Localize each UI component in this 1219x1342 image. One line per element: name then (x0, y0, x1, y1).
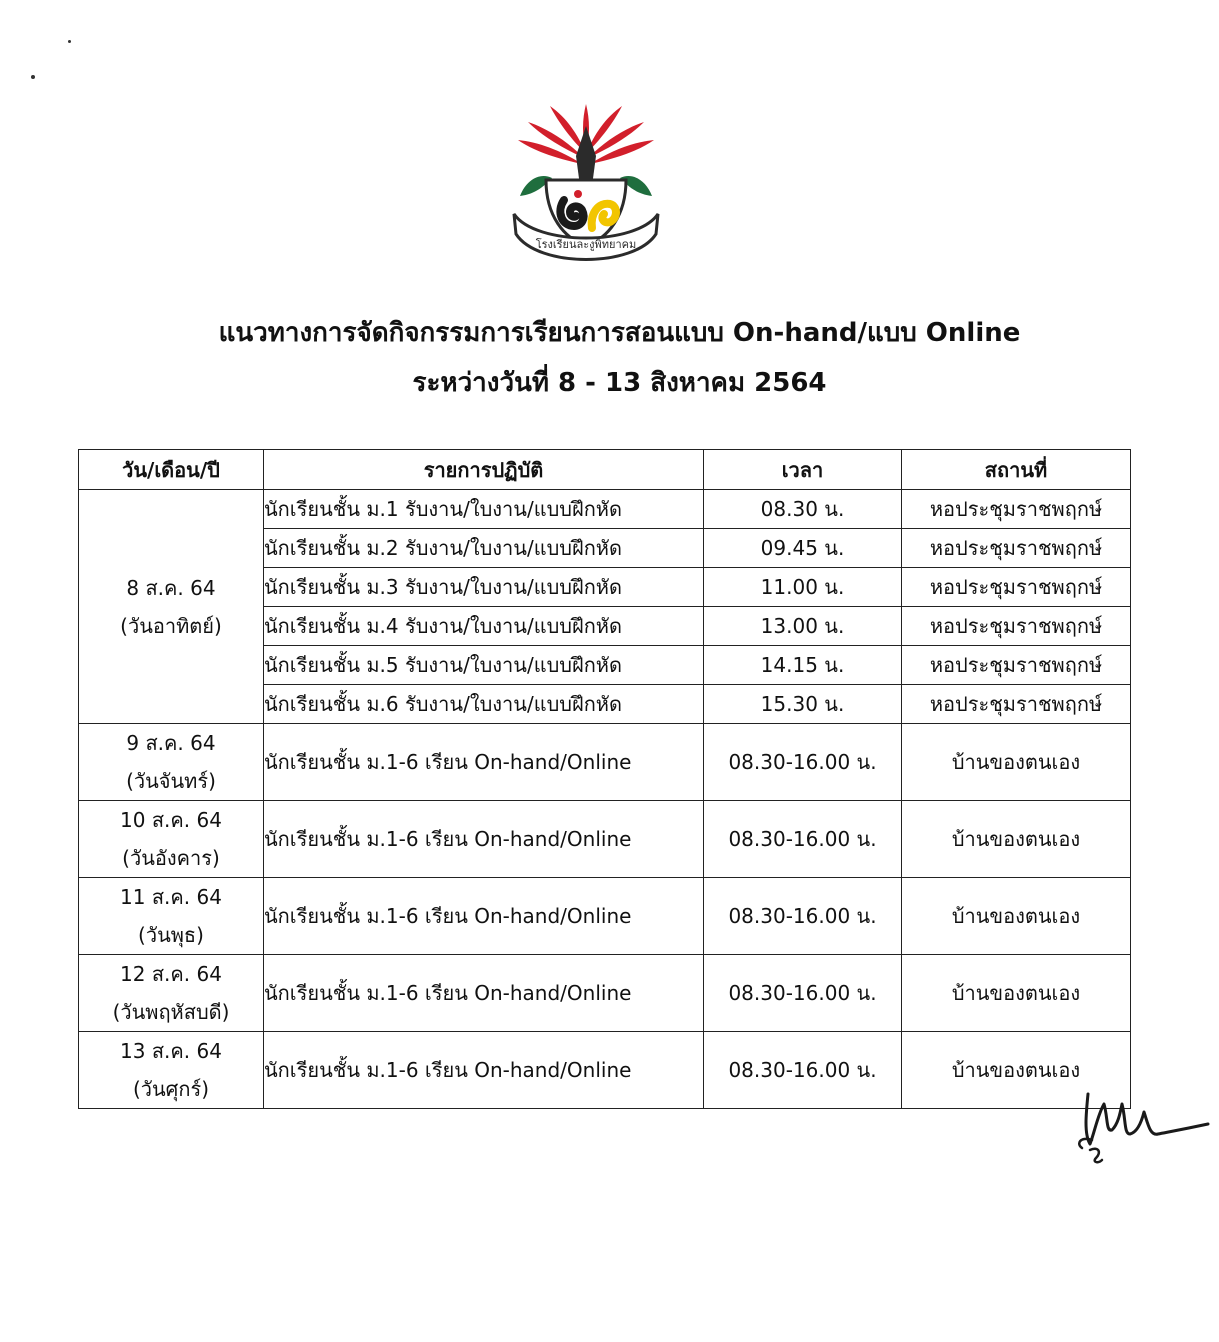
place-cell: บ้านของตนเอง (902, 1032, 1131, 1109)
place-cell: หอประชุมราชพฤกษ์ (902, 607, 1131, 646)
table-row (79, 1032, 1131, 1109)
date-text: 11 ส.ค. 64 (120, 885, 222, 909)
activity-cell: นักเรียนชั้น ม.6 รับงาน/ใบงาน/แบบฝึกหัด (264, 685, 704, 724)
date-cell (79, 801, 264, 878)
date-cell (79, 490, 264, 724)
activity-cell: นักเรียนชั้น ม.1-6 เรียน On-hand/Online (264, 955, 704, 1032)
place-cell: บ้านของตนเอง (902, 724, 1131, 801)
school-logo (506, 96, 666, 276)
header-activity: รายการปฏิบัติ (264, 450, 704, 490)
weekday-text: (วันพุธ) (138, 923, 204, 947)
place-cell: หอประชุมราชพฤกษ์ (902, 529, 1131, 568)
time-cell: 09.45 น. (704, 529, 902, 568)
schedule-table (78, 449, 1131, 1109)
place-cell: บ้านของตนเอง (902, 955, 1131, 1032)
time-cell: 11.00 น. (704, 568, 902, 607)
header-time: เวลา (704, 450, 902, 490)
logo-banner-text: โรงเรียนละงูพิทยาคม (535, 238, 637, 251)
table-header-row (79, 450, 1131, 490)
date-text: 10 ส.ค. 64 (120, 808, 222, 832)
weekday-text: (วันพฤหัสบดี) (112, 1000, 230, 1024)
scan-speck (31, 75, 35, 79)
time-cell: 15.30 น. (704, 685, 902, 724)
date-text: 9 ส.ค. 64 (126, 731, 216, 755)
activity-cell: นักเรียนชั้น ม.1 รับงาน/ใบงาน/แบบฝึกหัด (264, 490, 704, 529)
table-row (79, 878, 1131, 955)
place-cell: หอประชุมราชพฤกษ์ (902, 490, 1131, 529)
page-title: แนวทางการจัดกิจกรรมการเรียนการสอนแบบ On-hand/แบบ Online (218, 318, 1021, 348)
time-cell: 08.30-16.00 น. (704, 878, 902, 955)
time-cell: 08.30-16.00 น. (704, 801, 902, 878)
date-cell (79, 955, 264, 1032)
date-text: 12 ส.ค. 64 (120, 962, 222, 986)
activity-cell: นักเรียนชั้น ม.1-6 เรียน On-hand/Online (264, 801, 704, 878)
time-cell: 13.00 น. (704, 607, 902, 646)
place-cell: หอประชุมราชพฤกษ์ (902, 646, 1131, 685)
table-row (79, 490, 1131, 529)
table-row (79, 801, 1131, 878)
place-cell: บ้านของตนเอง (902, 878, 1131, 955)
activity-cell: นักเรียนชั้น ม.5 รับงาน/ใบงาน/แบบฝึกหัด (264, 646, 704, 685)
time-cell: 14.15 น. (704, 646, 902, 685)
time-cell: 08.30 น. (704, 490, 902, 529)
place-cell: หอประชุมราชพฤกษ์ (902, 685, 1131, 724)
page-subtitle-date-range: ระหว่างวันที่ 8 - 13 สิงหาคม 2564 (412, 368, 827, 398)
weekday-text: (วันศุกร์) (132, 1077, 210, 1101)
date-cell (79, 1032, 264, 1109)
activity-cell: นักเรียนชั้น ม.4 รับงาน/ใบงาน/แบบฝึกหัด (264, 607, 704, 646)
header-date: วัน/เดือน/ปี (79, 450, 264, 490)
weekday-text: (วันอังคาร) (122, 846, 220, 870)
date-cell (79, 724, 264, 801)
handwritten-signature (1068, 1074, 1214, 1168)
time-cell: 08.30-16.00 น. (704, 724, 902, 801)
table-row (79, 955, 1131, 1032)
time-cell: 08.30-16.00 น. (704, 1032, 902, 1109)
date-cell (79, 878, 264, 955)
place-cell: หอประชุมราชพฤกษ์ (902, 568, 1131, 607)
scan-speck (68, 40, 71, 43)
activity-cell: นักเรียนชั้น ม.1-6 เรียน On-hand/Online (264, 724, 704, 801)
activity-cell: นักเรียนชั้น ม.3 รับงาน/ใบงาน/แบบฝึกหัด (264, 568, 704, 607)
header-place: สถานที่ (902, 450, 1131, 490)
date-text: 13 ส.ค. 64 (120, 1039, 222, 1063)
weekday-text: (วันอาทิตย์) (120, 613, 222, 638)
activity-cell: นักเรียนชั้น ม.1-6 เรียน On-hand/Online (264, 878, 704, 955)
weekday-text: (วันจันทร์) (126, 769, 216, 793)
activity-cell: นักเรียนชั้น ม.1-6 เรียน On-hand/Online (264, 1032, 704, 1109)
table-row (79, 724, 1131, 801)
place-cell: บ้านของตนเอง (902, 801, 1131, 878)
activity-cell: นักเรียนชั้น ม.2 รับงาน/ใบงาน/แบบฝึกหัด (264, 529, 704, 568)
date-text: 8 ส.ค. 64 (126, 575, 216, 600)
time-cell: 08.30-16.00 น. (704, 955, 902, 1032)
